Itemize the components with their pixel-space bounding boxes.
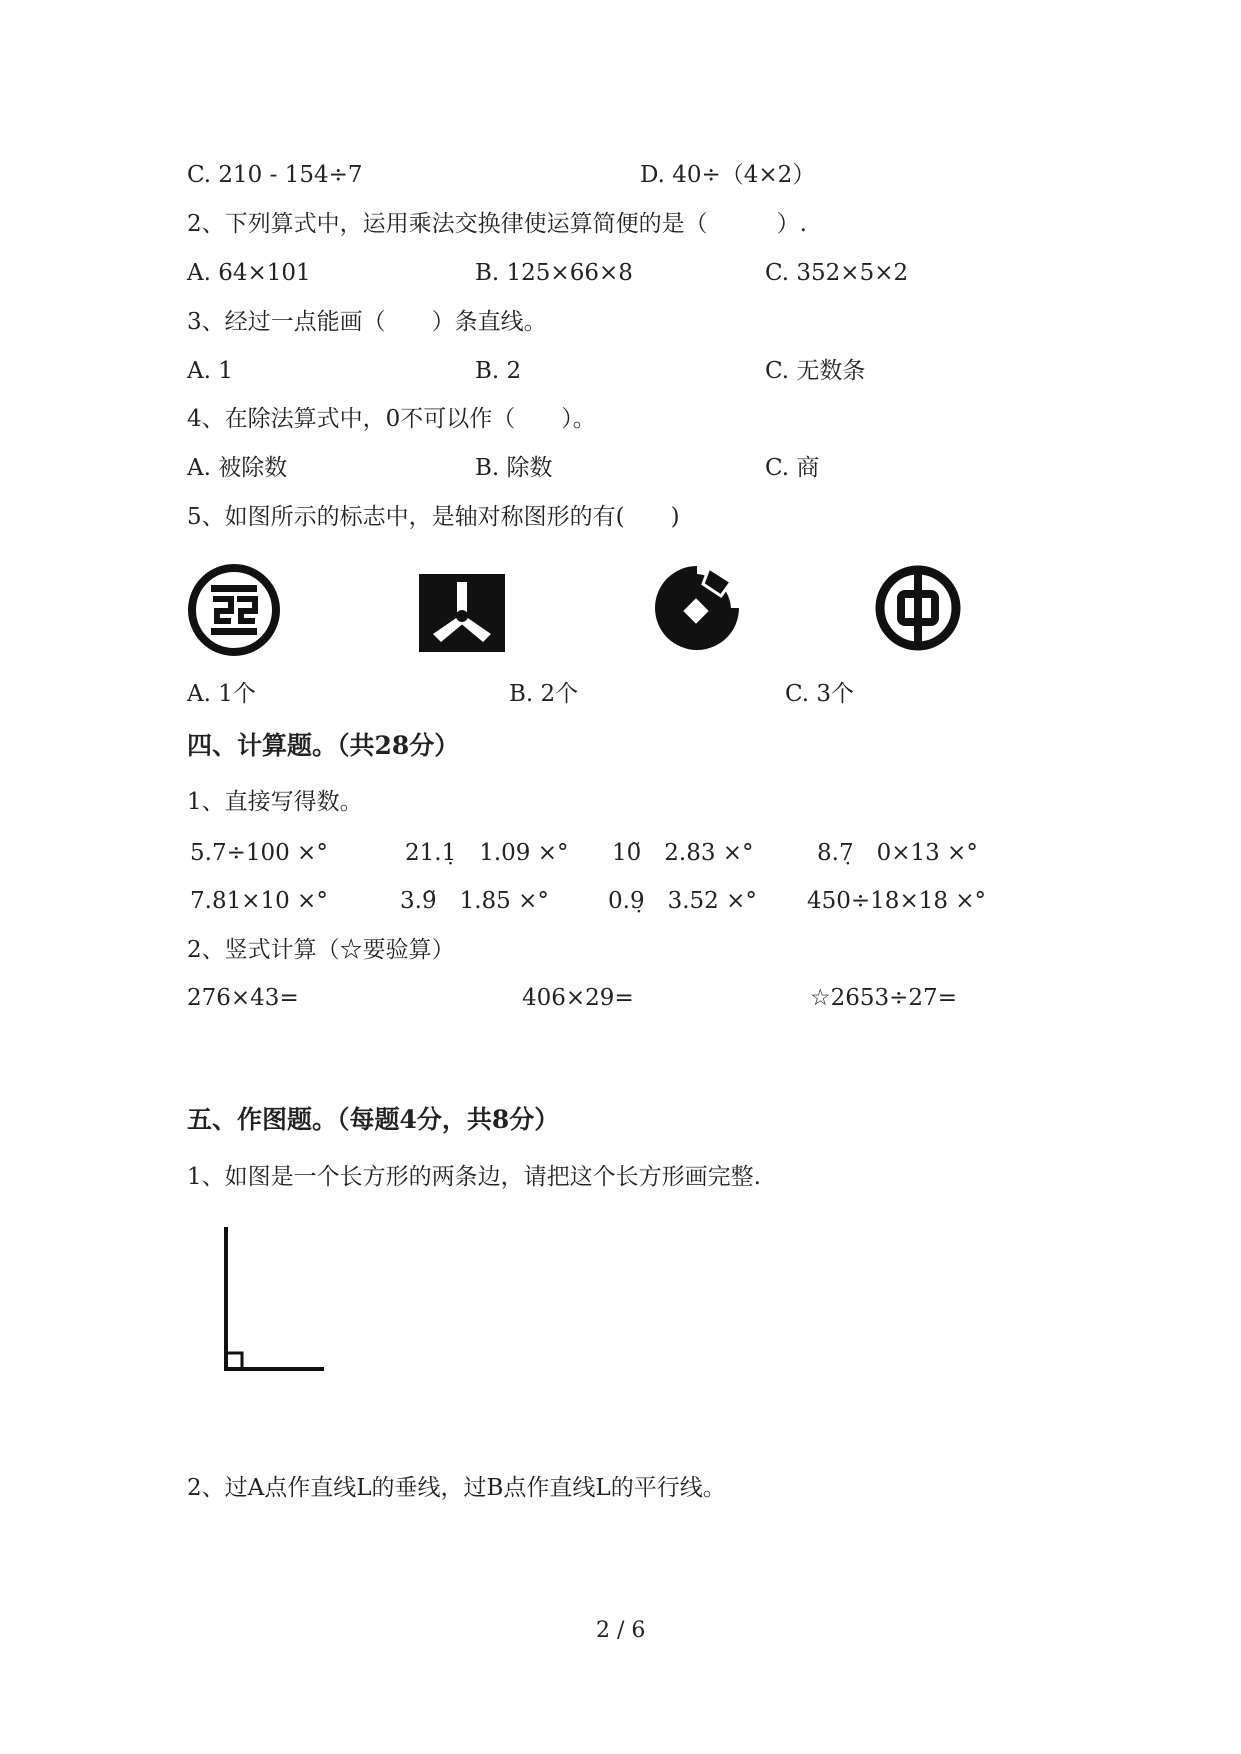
section4-title: 四、计算题。（共28分） bbox=[187, 731, 460, 760]
section4-sub1: 1、直接写得数。 bbox=[187, 789, 363, 815]
direct-calc-item: 0.9̣ 3.52 ×° bbox=[608, 888, 757, 914]
right-angle-figure bbox=[218, 1225, 328, 1375]
direct-calc-item: 5.7÷100 ×° bbox=[190, 840, 328, 866]
q1-option-d: D. 40÷（4×2） bbox=[640, 162, 816, 188]
q5-stem: 5、如图所示的标志中，是轴对称图形的有( ) bbox=[187, 504, 680, 530]
section5-q1: 1、如图是一个长方形的两条边，请把这个长方形画完整. bbox=[187, 1164, 761, 1190]
q2-option-a: A. 64×101 bbox=[187, 260, 311, 286]
direct-calc-item: 7.81×10 ×° bbox=[190, 888, 328, 914]
direct-calc-item: 3.9̃ 1.85 ×° bbox=[400, 888, 549, 914]
q3-stem: 3、经过一点能画（ ）条直线。 bbox=[187, 309, 547, 335]
vertical-calc-item: 276×43= bbox=[187, 985, 299, 1011]
direct-calc-item: 8.7̣ 0×13 ×° bbox=[817, 840, 978, 866]
q4-option-b: B. 除数 bbox=[475, 455, 553, 481]
vertical-calc-item: 406×29= bbox=[522, 985, 634, 1011]
q5-option-a: A. 1个 bbox=[187, 681, 256, 707]
q4-option-a: A. 被除数 bbox=[187, 455, 288, 481]
q4-stem: 4、在除法算式中，0不可以作（ ）。 bbox=[187, 406, 596, 432]
q5-option-c: C. 3个 bbox=[785, 681, 855, 707]
direct-calc-item: 10̃ 2.83 ×° bbox=[612, 840, 754, 866]
ccb-logo-icon bbox=[651, 562, 743, 654]
vertical-calc-item: ☆2653÷27= bbox=[810, 985, 957, 1011]
q2-option-b: B. 125×66×8 bbox=[475, 260, 633, 286]
q3-option-a: A. 1 bbox=[187, 358, 233, 384]
q1-option-c: C. 210 - 154÷7 bbox=[187, 162, 363, 188]
page-number: 2 / 6 bbox=[596, 1618, 646, 1643]
q2-stem: 2、下列算式中，运用乘法交换律使运算简便的是（ ）. bbox=[187, 211, 807, 237]
q4-option-c: C. 商 bbox=[765, 455, 820, 481]
direct-calc-item: 450÷18×18 ×° bbox=[807, 888, 987, 914]
direct-calc-item: 21.1̣ 1.09 ×° bbox=[405, 840, 569, 866]
q3-option-b: B. 2 bbox=[475, 358, 522, 384]
section5-q2: 2、过A点作直线L的垂线，过B点作直线L的平行线。 bbox=[187, 1475, 726, 1501]
q3-option-c: C. 无数条 bbox=[765, 358, 866, 384]
bank-of-china-logo-icon bbox=[874, 564, 962, 652]
icbc-logo-icon bbox=[187, 563, 281, 657]
section5-title: 五、作图题。（每题4分，共8分） bbox=[187, 1105, 560, 1134]
q5-option-b: B. 2个 bbox=[509, 681, 579, 707]
section4-sub2: 2、竖式计算（☆要验算） bbox=[187, 937, 455, 963]
construction-bank-style-logo-icon bbox=[419, 574, 505, 652]
q2-option-c: C. 352×5×2 bbox=[765, 260, 909, 286]
